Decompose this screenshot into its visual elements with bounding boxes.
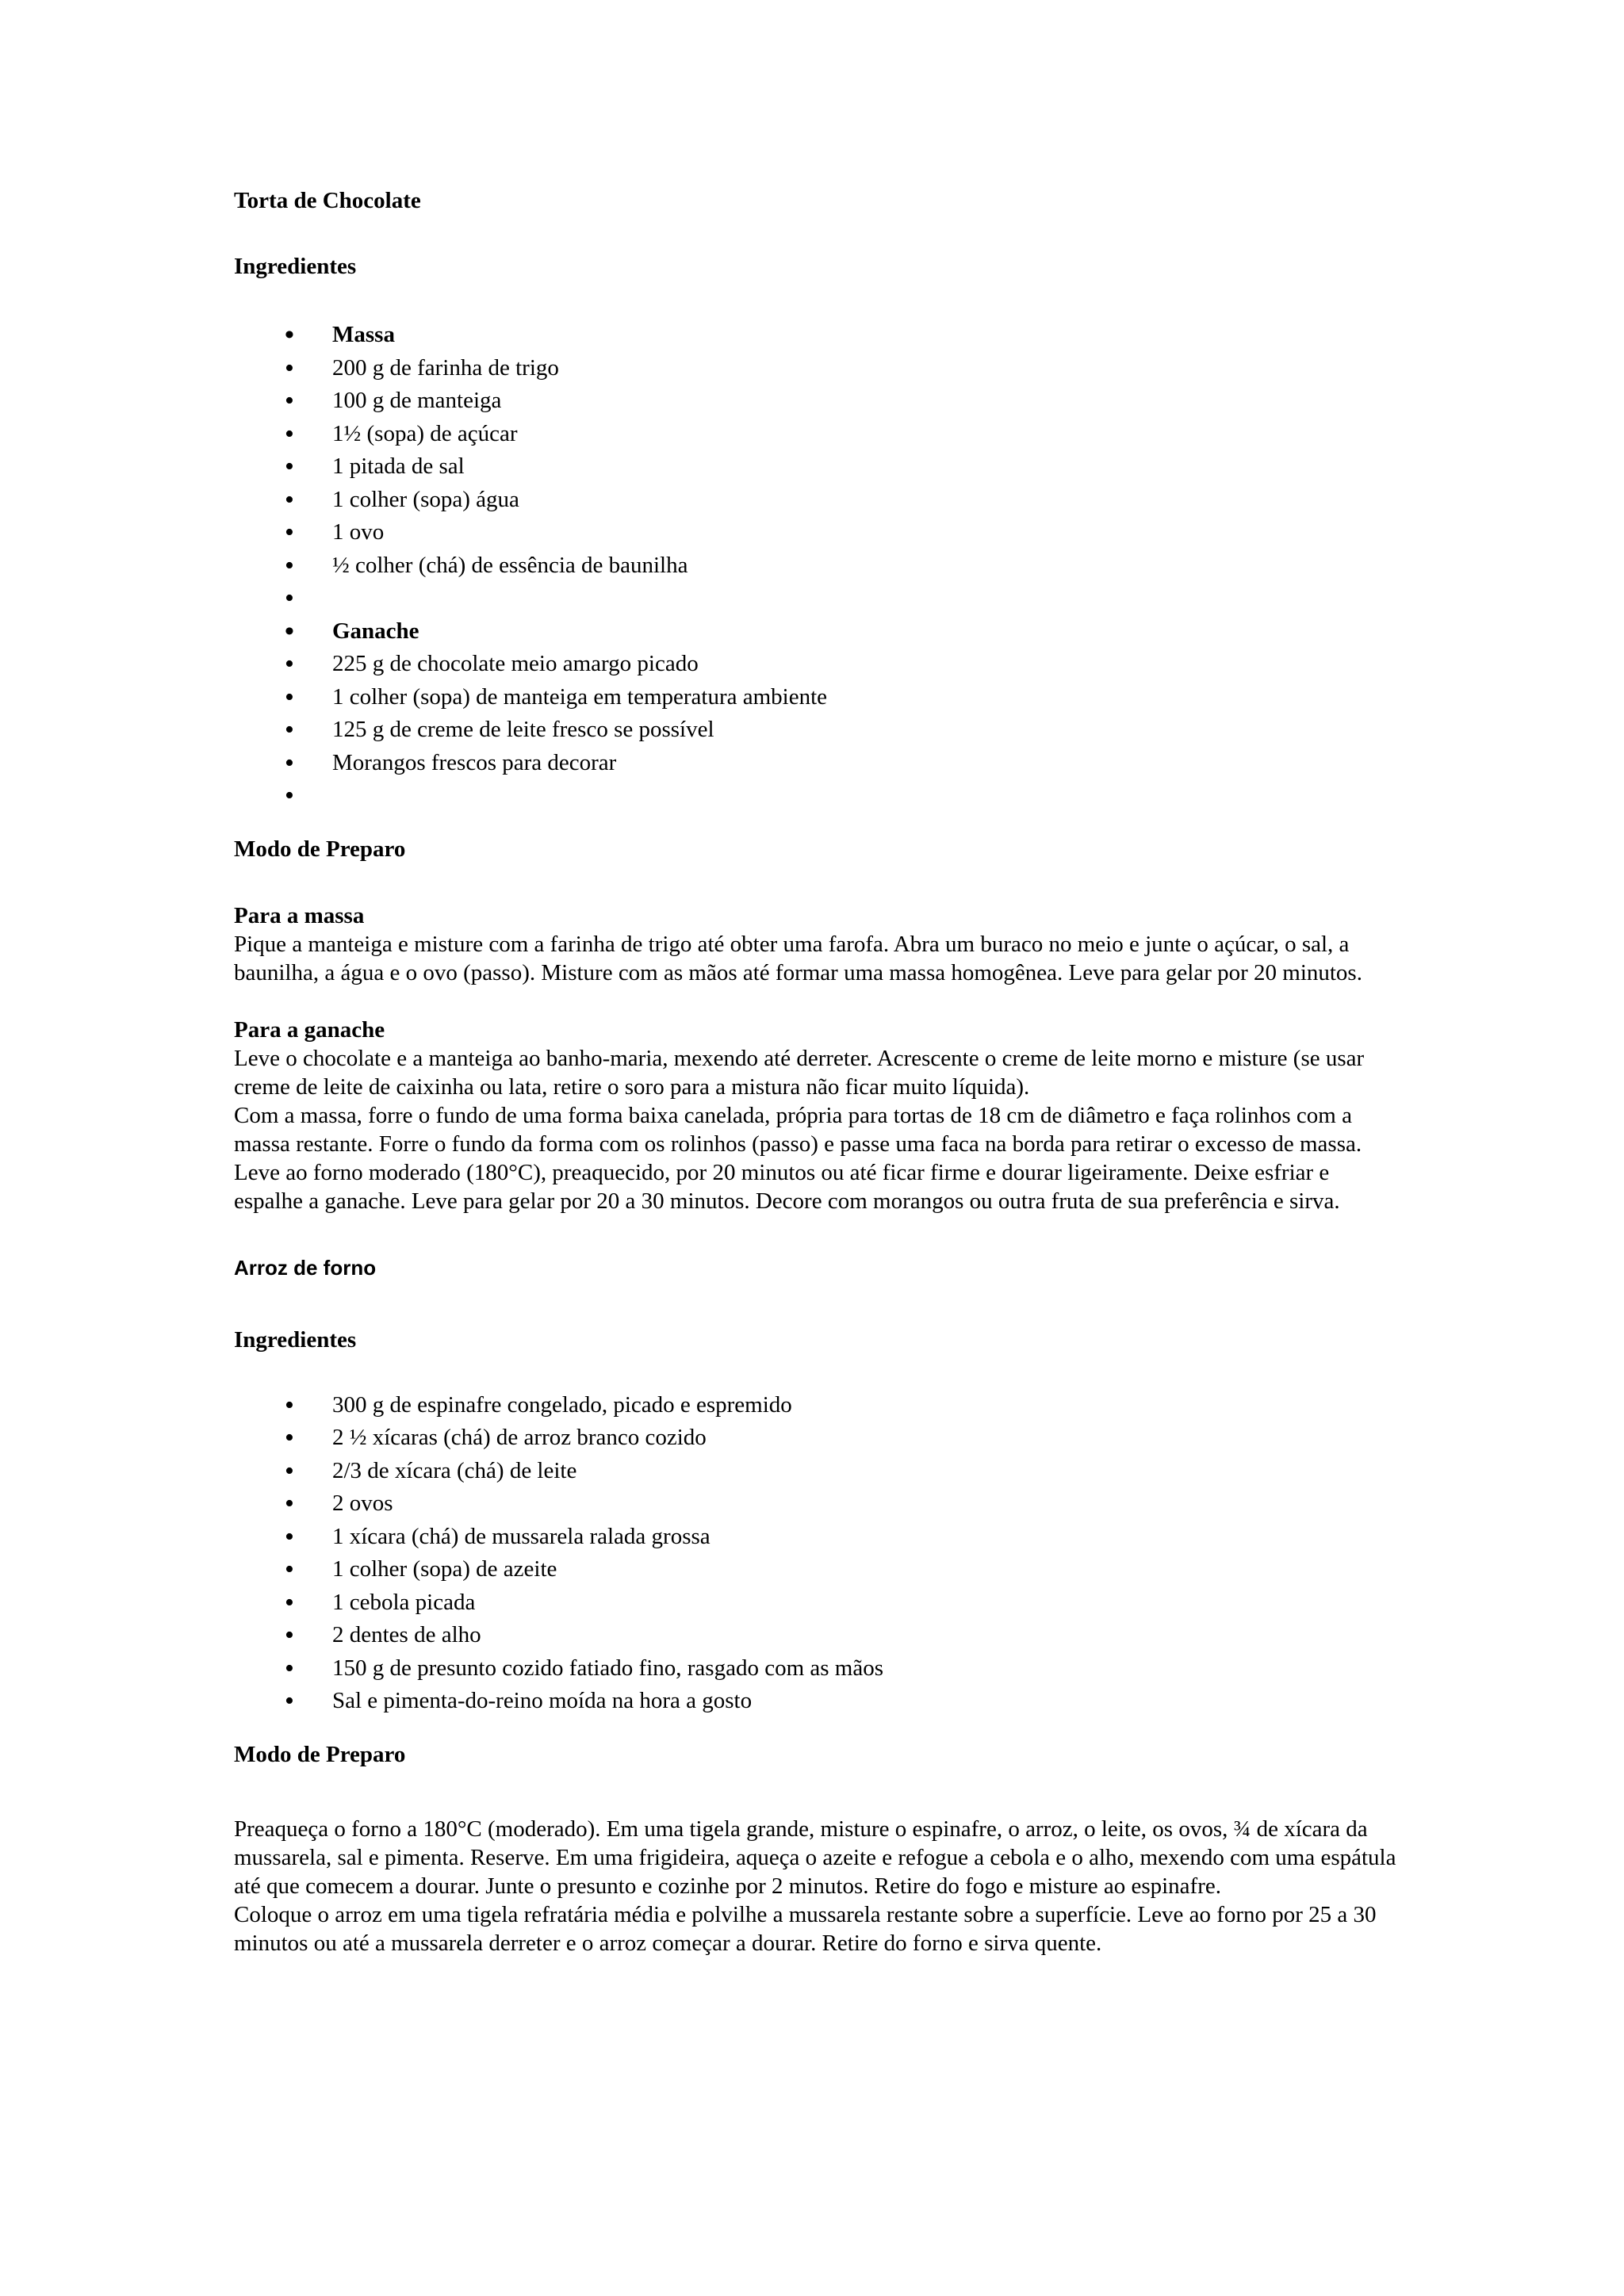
list-item: • 1 ovo [234, 516, 1400, 549]
recipe-title-arroz: Arroz de forno [234, 1255, 377, 1280]
list-item: • 2 ovos [234, 1487, 1400, 1521]
massa-paragraph: Pique a manteiga e misture com a farinha de trigo até obter uma farofa. Abra um buraco no meio e junte o açúcar, o sal, a baunilha, a água e o ovo (passo). Misture com as mãos até formar uma massa homogênea. Leve para gelar por 20 minutos. [234, 931, 1362, 985]
list-item: • 300 g de espinafre congelado, picado e espremido [234, 1389, 1400, 1422]
list-item: • 200 g de farinha de trigo [234, 352, 1400, 385]
list-item: • 2/3 de xícara (chá) de leite [234, 1455, 1400, 1488]
list-item: • 1 xícara (chá) de mussarela ralada grossa [234, 1521, 1400, 1554]
arroz-prep-paragraph-1: Preaqueça o forno a 180°C (moderado). Em uma tigela grande, misture o espinafre, o arroz, o leite, os ovos, ¾ de xícara da mussarela, sal e pimenta. Reserve. Em uma frigideira, aqueça o azeite e refogue a cebola e o alho, mexendo com uma espátula até que comecem a dourar. Junte o presunto e cozinhe por 2 minutos. Retire do fogo e misture ao espinafre. [234, 1816, 1396, 1899]
list-item: • 1 colher (sopa) de azeite [234, 1553, 1400, 1586]
arroz-prep-paragraph-2: Coloque o arroz em uma tigela refratária média e polvilhe a mussarela restante sobre a superfície. Leve ao forno por 25 a 30 minutos ou até a mussarela derreter e o arroz começar a dourar. Retire do forno e sirva quente. [234, 1901, 1377, 1956]
prep-heading-arroz: Modo de Preparo [234, 1741, 406, 1767]
list-item: • 1 colher (sopa) água [234, 484, 1400, 517]
list-item: • 1½ (sopa) de açúcar [234, 418, 1400, 451]
ingredients-heading-arroz: Ingredientes [234, 1326, 357, 1353]
list-item: • Sal e pimenta-do-reino moída na hora a gosto [234, 1685, 1400, 1718]
ganache-paragraph-1: Leve o chocolate e a manteiga ao banho-maria, mexendo até derreter. Acrescente o creme de leite morno e misture (se usar creme de leite de caixinha ou lata, retire o soro para a mistura não ficar muito líquida). [234, 1045, 1365, 1100]
list-item: • 1 cebola picada [234, 1586, 1400, 1620]
list-item: • 125 g de creme de leite fresco se possível [234, 714, 1400, 747]
ganache-paragraph-2: Com a massa, forre o fundo de uma forma baixa canelada, própria para tortas de 18 cm de diâmetro e faça rolinhos com a massa restante. Forre o fundo da forma com os rolinhos (passo) e passe uma faca na borda para retirar o excesso de massa. Leve ao forno moderado (180°C), preaquecido, por 20 minutos ou até ficar firme e dourar ligeiramente. Deixe esfriar e espalhe a ganache. Leve para gelar por 20 a 30 minutos. Decore com morangos ou outra fruta de sua preferência e sirva. [234, 1102, 1362, 1214]
list-item: • 150 g de presunto cozido fatiado fino, rasgado com as mãos [234, 1652, 1400, 1686]
recipe-title-torta: Torta de Chocolate [234, 188, 421, 213]
ingredients-heading-torta: Ingredientes [234, 254, 357, 279]
list-item: • 100 g de manteiga [234, 385, 1400, 418]
ganache-subheading: Para a ganache [234, 1016, 385, 1043]
massa-subheading: Para a massa [234, 902, 365, 928]
list-item: • 2 ½ xícaras (chá) de arroz branco cozido [234, 1422, 1400, 1455]
prep-heading-torta: Modo de Preparo [234, 836, 406, 862]
list-item: • Morangos frescos para decorar [234, 747, 1400, 780]
list-item [234, 582, 1400, 615]
ingredients-list-arroz [234, 1389, 1400, 1718]
list-item [234, 779, 1400, 813]
document-page [234, 186, 1400, 1957]
list-item: • 225 g de chocolate meio amargo picado [234, 648, 1400, 681]
list-item: • Massa [234, 319, 1400, 352]
list-item: • 2 dentes de alho [234, 1619, 1400, 1652]
list-item: • ½ colher (chá) de essência de baunilha [234, 549, 1400, 583]
list-item: • 1 pitada de sal [234, 450, 1400, 484]
list-item: • 1 colher (sopa) de manteiga em temperatura ambiente [234, 681, 1400, 714]
ingredients-list-torta [234, 319, 1400, 813]
list-item: • Ganache [234, 615, 1400, 649]
